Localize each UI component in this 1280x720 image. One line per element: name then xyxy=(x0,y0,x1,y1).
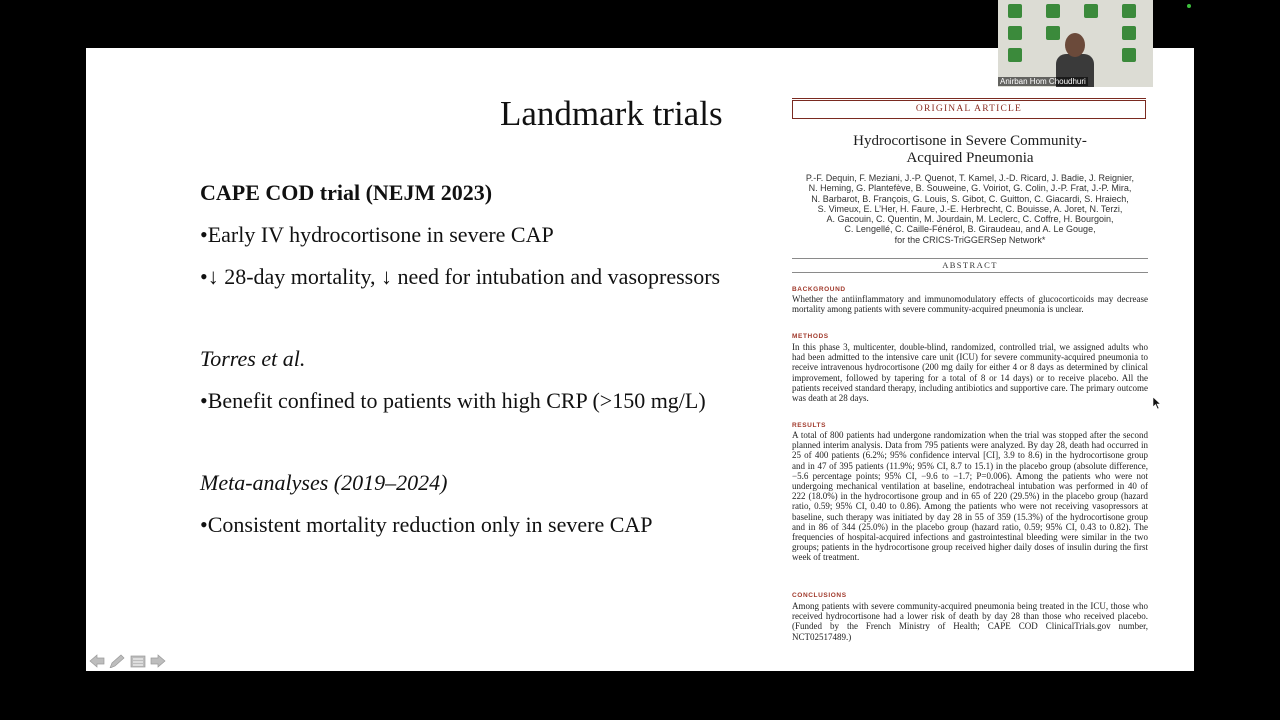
backdrop-logo-icon xyxy=(1122,48,1136,62)
meta-analyses-heading: Meta-analyses (2019–2024) xyxy=(200,470,448,495)
backdrop-logo-icon xyxy=(1008,4,1022,18)
slide-title: Landmark trials xyxy=(500,94,723,133)
background-heading: BACKGROUND xyxy=(792,286,846,293)
results-text: A total of 800 patients had undergone randomization when the trial was stopped after the second planned interim analysis. Data from 795 patients were analyzed. By day 28, death had occurred in 25 of 400 patients (6.2%; 95% confidence interval [CI], 3.9 to 8.6) in the hydrocortisone group and in 47 of 395 patients (11.9%; 95% CI, 8.7 to 15.1) in the placebo group (absolute difference, −5.6 percentage points; 95% CI, −9.6 to −1.7; P=0.006). Among the patients who were not undergoing mechanical ventilation at baseline, endotracheal intubation was performed in 40 of 222 (18.0%) in the hydrocortisone group and in 65 of 220 (29.5%) in the placebo group (hazard ratio, 0.59; 95% CI, 0.40 to 0.86). Among the patients who were not receiving vasopressors at baseline, such therapy was initiated by day 28 in 55 of 359 (15.3%) of the hydrocortisone group and in 86 of 344 (25.0%) in the placebo group (hazard ratio, 0.59; 95% CI, 0.43 to 0.82). The frequencies of hospital-acquired infections and gastrointestinal bleeding were similar in the two groups; patients in the hydrocortisone group received higher daily doses of insulin during the first week of treatment. xyxy=(792,430,1148,563)
backdrop-logo-icon xyxy=(1008,26,1022,40)
menu-icon[interactable] xyxy=(130,654,146,668)
pen-icon[interactable] xyxy=(108,654,126,668)
backdrop-logo-icon xyxy=(1008,48,1022,62)
article-image xyxy=(790,97,1150,647)
methods-text: In this phase 3, multicenter, double-blind, randomized, controlled trial, we assigned adults who had been admitted to the intensive care unit (ICU) for severe community-acquired pneumonia to receive intravenous hydrocortisone (200 mg daily for either 4 or 8 days as determined by clinical improvement, followed by tapering for a total of 8 or 14 days) or to receive placebo. All the patients received standard therapy, including antibiotics and supportive care. The primary outcome was death at 28 days. xyxy=(792,342,1148,404)
results-heading: RESULTS xyxy=(792,422,827,429)
participant-video-tile[interactable] xyxy=(998,0,1153,87)
bullet-mortality: •↓ 28-day mortality, ↓ need for intubation and vasopressors xyxy=(200,264,721,289)
bullet-consistent: •Consistent mortality reduction only in severe CAP xyxy=(200,512,653,537)
torres-heading: Torres et al. xyxy=(200,346,306,371)
backdrop-logo-icon xyxy=(1122,26,1136,40)
cape-cod-heading: CAPE COD trial (NEJM 2023) xyxy=(200,180,493,205)
conclusions-text: Among patients with severe community-acquired pneumonia being treated in the ICU, those who received hydrocortisone had a lower risk of death by day 28 than those who received placebo. (Funded by the French Ministry of Health; CAPE COD ClinicalTrials.gov number, NCT02517489.) xyxy=(792,601,1148,642)
background-text: Whether the antiinflammatory and immunomodulatory effects of glucocorticoids may decrease mortality among patients with severe community-acquired pneumonia is unclear. xyxy=(792,294,1148,315)
abstract-label: ABSTRACT xyxy=(792,258,1148,273)
conclusions-heading: CONCLUSIONS xyxy=(792,592,847,599)
participant-name: Anirban Hom Choudhuri xyxy=(1000,77,1086,86)
connection-indicator-icon xyxy=(1187,4,1191,8)
backdrop-logo-icon xyxy=(1046,4,1060,18)
next-arrow-icon[interactable] xyxy=(150,654,166,668)
article-banner: ORIGINAL ARTICLE xyxy=(792,100,1146,119)
backdrop-logo-icon xyxy=(1084,4,1098,18)
bullet-early-iv: •Early IV hydrocortisone in severe CAP xyxy=(200,222,554,247)
article-title: Hydrocortisone in Severe Community- Acquired Pneumonia xyxy=(853,133,1087,166)
methods-heading: METHODS xyxy=(792,333,829,340)
article-authors: P.-F. Dequin, F. Meziani, J.-P. Quenot, T. Kamel, J.-D. Ricard, J. Badie, J. Reignier, N. Heming, G. Plantefève, B. Souweine, G. Voiriot, G. Colin, J.-P. Frat, J.-P. Mira, N. Barbarot, B. François, G. Louis, S. Gibot, C. Guitton, C. Giacardi, S. Hraiech, S. Vimeux, E. L’Her, H. Faure, J.-E. Herbrecht, C. Bouisse, A. Joret, N. Terzi, A. Gacouin, C. Quentin, M. Jourdain, M. Leclerc, C. Coffre, H. Bourgoin, C. Lengellé, C. Caille-Fénérol, B. Giraudeau, and A. Le Gouge, for the CRICS-TriGGERSep Network* xyxy=(805,173,1135,245)
backdrop-logo-icon xyxy=(1122,4,1136,18)
bullet-crp: •Benefit confined to patients with high CRP (>150 mg/L) xyxy=(200,388,706,413)
prev-arrow-icon[interactable] xyxy=(89,654,105,668)
mouse-cursor-icon xyxy=(1152,396,1162,410)
